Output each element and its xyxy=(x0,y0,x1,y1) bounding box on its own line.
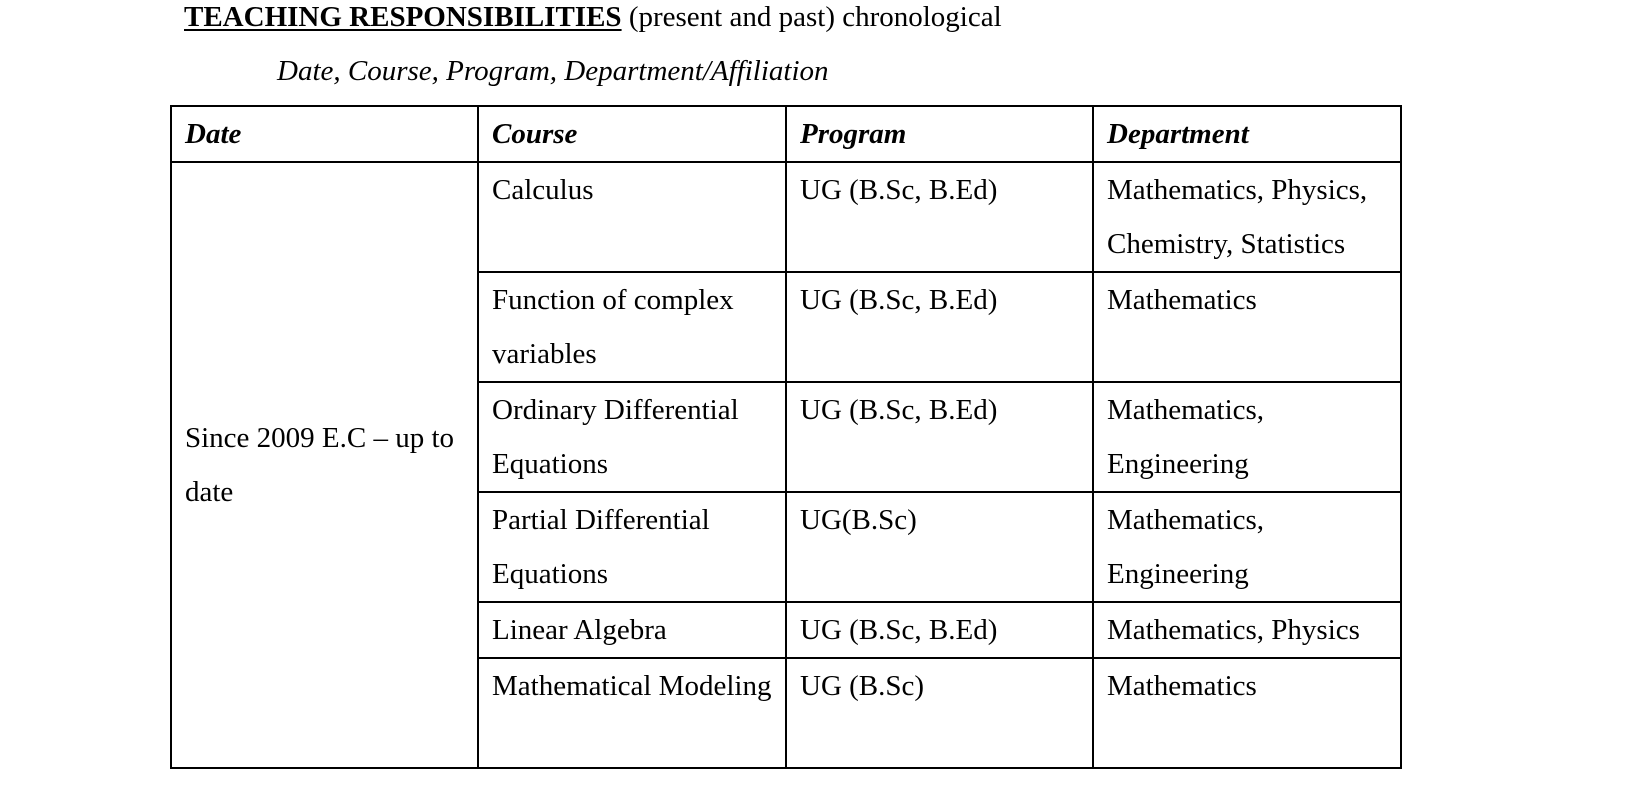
section-heading xyxy=(184,0,1002,34)
section-subheading: Date, Course, Program, Department/Affiliation xyxy=(277,55,829,87)
course-cell: Function of complex variables xyxy=(478,272,786,382)
department-cell: Mathematics, Physics xyxy=(1093,602,1401,658)
program-cell: UG (B.Sc, B.Ed) xyxy=(786,162,1093,272)
department-cell: Mathematics, Physics, Chemistry, Statistics xyxy=(1093,162,1401,272)
program-cell: UG(B.Sc) xyxy=(786,492,1093,602)
program-cell: UG (B.Sc, B.Ed) xyxy=(786,382,1093,492)
header-department: Department xyxy=(1093,106,1401,162)
program-cell: UG (B.Sc, B.Ed) xyxy=(786,272,1093,382)
table-header-row xyxy=(171,106,1401,162)
course-cell: Ordinary Differential Equations xyxy=(478,382,786,492)
table-row xyxy=(171,162,1401,272)
course-cell: Calculus xyxy=(478,162,786,272)
header-date: Date xyxy=(171,106,478,162)
department-cell: Mathematics xyxy=(1093,272,1401,382)
header-course: Course xyxy=(478,106,786,162)
course-cell: Partial Differential Equations xyxy=(478,492,786,602)
course-cell: Mathematical Modeling xyxy=(478,658,786,768)
course-cell: Linear Algebra xyxy=(478,602,786,658)
header-program: Program xyxy=(786,106,1093,162)
teaching-table xyxy=(170,105,1402,769)
section-title: TEACHING RESPONSIBILITIES xyxy=(184,1,622,33)
department-cell: Mathematics xyxy=(1093,658,1401,768)
program-cell: UG (B.Sc, B.Ed) xyxy=(786,602,1093,658)
department-cell: Mathematics, Engineering xyxy=(1093,492,1401,602)
department-cell: Mathematics, Engineering xyxy=(1093,382,1401,492)
date-cell: Since 2009 E.C – up to date xyxy=(171,162,478,768)
section-title-suffix: (present and past) chronological xyxy=(621,1,1002,33)
program-cell: UG (B.Sc) xyxy=(786,658,1093,768)
